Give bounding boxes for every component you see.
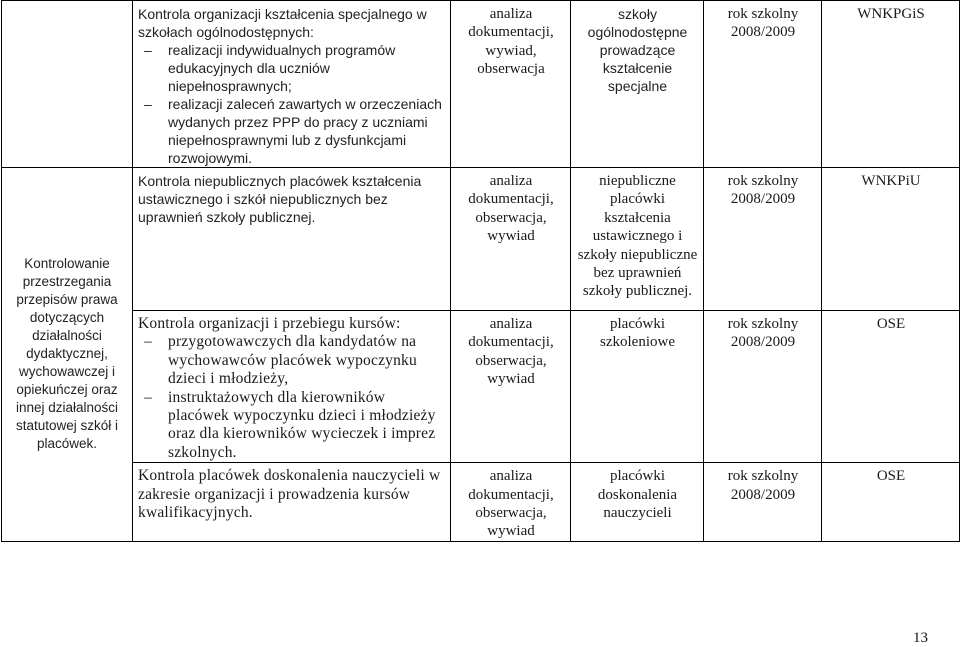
methods-cell: analiza dokumentacji, wywiad, obserwacja <box>451 1 571 168</box>
task-cell <box>133 168 451 311</box>
entities-cell: szkoły ogólnodostępne prowadzące kształcenie specjalne <box>571 1 704 168</box>
table-row <box>2 168 960 311</box>
task-intro: Kontrola organizacji i przebiegu kursów: <box>138 315 401 332</box>
list-item: – realizacji indywidualnych programów edukacyjnych dla uczniów niepełnosprawnych; <box>138 41 446 95</box>
term-cell: rok szkolny 2008/2009 <box>704 1 822 168</box>
unit-cell: OSE <box>822 311 960 463</box>
table-row <box>2 1 960 168</box>
task-cell <box>133 1 451 168</box>
term-cell: rok szkolny 2008/2009 <box>704 463 822 542</box>
list-item: – instruktażowych dla kierowników placówek wypoczynku dzieci i młodzieży oraz dla kierowników wycieczek i imprez szkolnych. <box>138 389 446 463</box>
category-cell: Kontrolowanie przestrzegania przepisów prawa dotyczących działalności dydaktycznej, wychowawczej i opiekuńczej oraz innej działalności statutowej szkół i placówek. <box>2 168 133 542</box>
task-intro: Kontrola niepublicznych placówek kształcenia ustawicznego i szkół niepublicznych bez uprawnień szkoły publicznej. <box>138 173 422 225</box>
unit-cell: WNKPiU <box>822 168 960 311</box>
task-intro: Kontrola placówek doskonalenia nauczycieli w zakresie organizacji i prowadzenia kursów kwalifikacyjnych. <box>138 467 441 522</box>
list-item: – przygotowawczych dla kandydatów na wychowawców placówek wypoczynku dzieci i młodzieży, <box>138 333 446 388</box>
list-item: – realizacji zaleceń zawartych w orzeczeniach wydanych przez PPP do pracy z uczniami niepełnosprawnymi lub z dysfunkcjami rozwojowymi. <box>138 95 446 167</box>
methods-cell: analiza dokumentacji, obserwacja, wywiad <box>451 168 571 311</box>
methods-cell: analiza dokumentacji, obserwacja, wywiad <box>451 463 571 542</box>
task-list <box>138 41 446 167</box>
unit-cell: WNKPGiS <box>822 1 960 168</box>
entities-cell: placówki doskonalenia nauczycieli <box>571 463 704 542</box>
unit-cell: OSE <box>822 463 960 542</box>
task-cell <box>133 311 451 463</box>
entities-cell: placówki szkoleniowe <box>571 311 704 463</box>
term-cell: rok szkolny 2008/2009 <box>704 168 822 311</box>
table-row <box>2 463 960 542</box>
task-intro: Kontrola organizacji kształcenia specjalnego w szkołach ogólnodostępnych: <box>138 6 427 40</box>
term-cell: rok szkolny 2008/2009 <box>704 311 822 463</box>
category-cell-empty <box>2 1 133 168</box>
page-number: 13 <box>913 630 928 646</box>
table-row <box>2 311 960 463</box>
methods-cell: analiza dokumentacji, obserwacja, wywiad <box>451 311 571 463</box>
entities-cell: niepubliczne placówki kształcenia ustawicznego i szkoły niepubliczne bez uprawnień szkoły publicznej. <box>571 168 704 311</box>
task-cell <box>133 463 451 542</box>
task-list <box>138 333 446 462</box>
supervision-plan-table <box>1 0 960 542</box>
